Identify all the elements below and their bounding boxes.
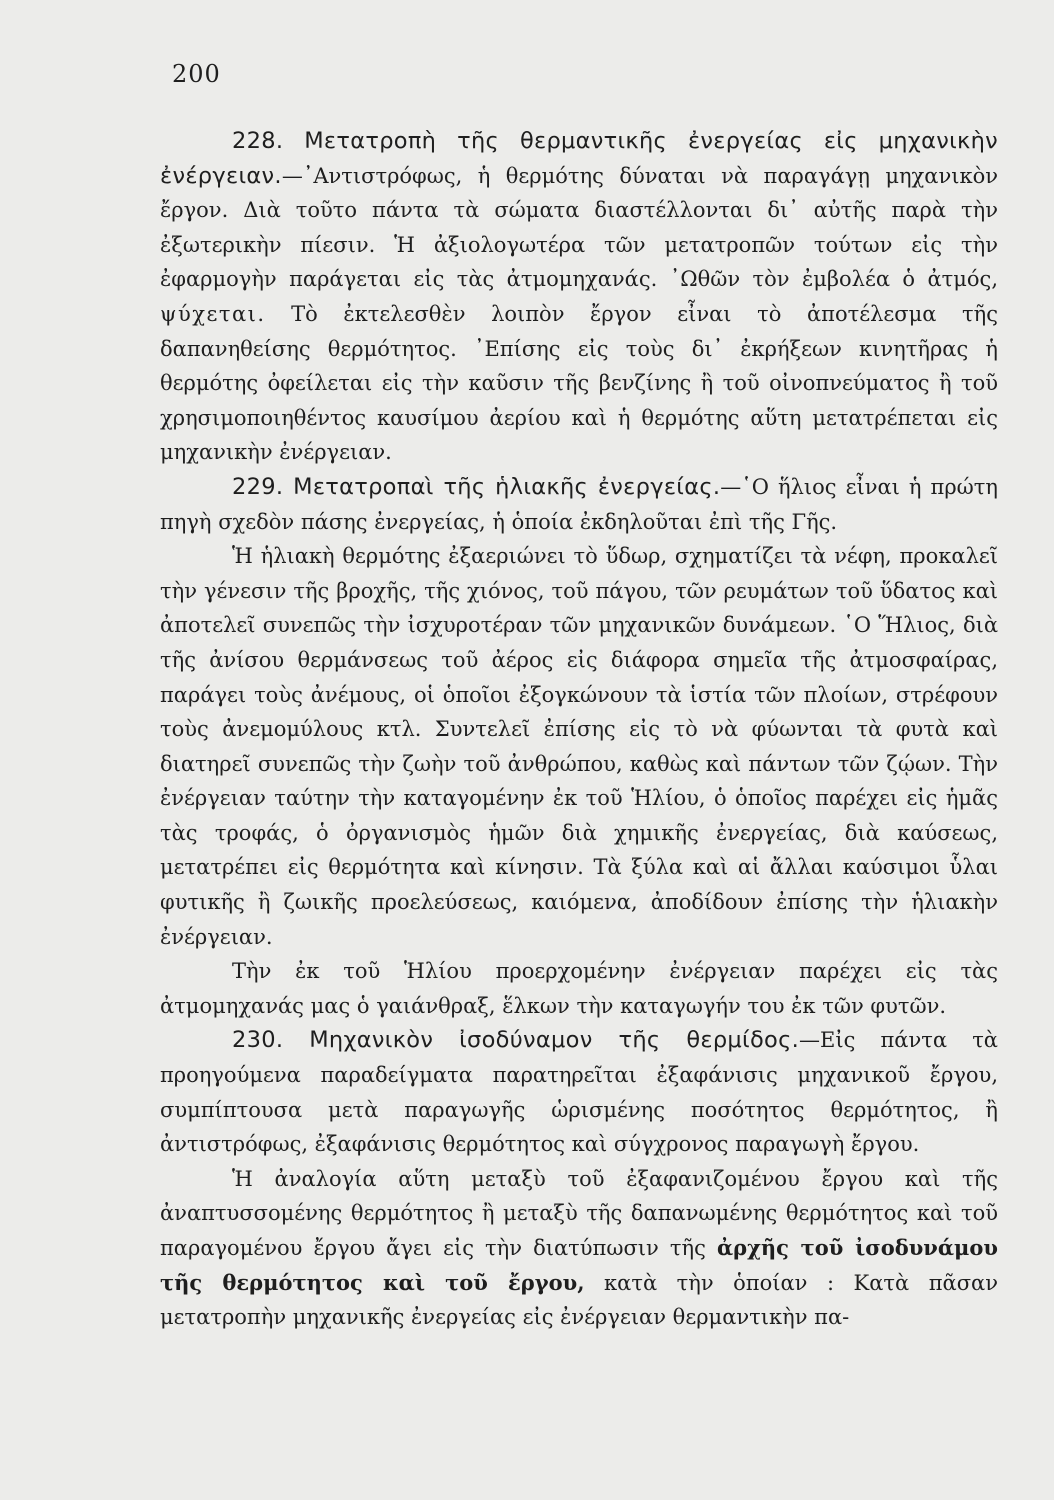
- section-228-text-start: —᾿Αντιστρόφως, ἡ θερμότης δύναται νὰ παραγάγῃ μηχανικὸν ἔργον. Διὰ τοῦτο πάντα τὰ σώματα διαστέλλονται δι᾿ αὐτῆς παρὰ τὴν ἐξωτερικὴν πίεσιν. Ἡ ἀξιολογωτέρα τῶν μετατροπῶν τούτων εἰς τὴν ἐφαρμογὴν παράγεται εἰς τὰς ἀτμομηχανάς. ᾿Ωθῶν τὸν ἐμβολέα ὁ ἀτμός,: [160, 163, 998, 292]
- section-230-text: —Εἰς πάντα τὰ προηγούμενα παραδείγματα παρατηρεῖται ἐξαφάνισις μηχανικοῦ ἔργου, συμπίπτουσα μετὰ παραγωγῆς ὡρισμένης ποσότητος θερμότητος, ἢ ἀντιστρόφως, ἐξαφάνισις θερμότητος καὶ σύγχρονος παραγωγὴ ἔργου.: [160, 1028, 998, 1157]
- section-229-paragraph-1: [160, 470, 998, 539]
- section-229-paragraph-2: Ἡ ἡλιακὴ θερμότης ἐξαεριώνει τὸ ὕδωρ, σχηματίζει τὰ νέφη, προκαλεῖ τὴν γένεσιν τῆς βροχῆς, τῆς χιόνος, τοῦ πάγου, τῶν ρευμάτων τοῦ ὕδατος καὶ ἀποτελεῖ συνεπῶς τὴν ἰσχυροτέραν τῶν μηχανικῶν δυνάμεων. ῾Ο Ἥλιος, διὰ τῆς ἀνίσου θερμάνσεως τοῦ ἀέρος εἰς διάφορα σημεῖα τῆς ἀτμοσφαίρας, παράγει τοὺς ἀνέμους, οἱ ὁποῖοι ἐξογκώνουν τὰ ἱστία τῶν πλοίων, στρέφουν τοὺς ἀνεμομύλους κτλ. Συντελεῖ ἐπίσης εἰς τὸ νὰ φύωνται τὰ φυτὰ καὶ διατηρεῖ συνεπῶς τὴν ζωὴν τοῦ ἀνθρώπου, καθὼς καὶ πάντων τῶν ζῴων. Τὴν ἐνέργειαν ταύτην τὴν καταγομένην ἐκ τοῦ Ἡλίου, ὁ ὁποῖος παρέχει εἰς ἡμᾶς τὰς τροφάς, ὁ ὀργανισμὸς ἡμῶν διὰ χημικῆς ἐνεργείας, διὰ καύσεως, μετατρέπει εἰς θερμότητα καὶ κίνησιν. Τὰ ξύλα καὶ αἱ ἄλλαι καύσιμοι ὗλαι φυτικῆς ἢ ζωικῆς προελεύσεως, καιόμενα, ἀποδίδουν ἐπίσης τὴν ἡλιακὴν ἐνέργειαν.: [160, 544, 998, 949]
- section-228-heading: 228. Μετατροπὴ τῆς θερμαντικῆς ἐνεργείας εἰς μηχανικὴν ἐνέργειαν.: [160, 128, 998, 189]
- section-229-paragraph-3: Τὴν ἐκ τοῦ Ἡλίου προερχομένην ἐνέργειαν παρέχει εἰς τὰς ἀτμομηχανάς μας ὁ γαιάνθραξ, ἕλκων τὴν καταγωγήν του ἐκ τῶν φυτῶν.: [160, 959, 998, 1018]
- section-230-text-end: κατὰ τὴν ὁποίαν : Κατὰ πᾶσαν μετατροπὴν μηχανικῆς ἐνεργείας εἰς ἐνέργειαν θερμαντικὴν πα-: [160, 1270, 998, 1330]
- section-230-paragraph-1: [160, 1023, 998, 1161]
- section-230-paragraph-2: [160, 1162, 998, 1335]
- section-228-text-end: Τὸ ἐκτελεσθὲν λοιπὸν ἔργον εἶναι τὸ ἀποτέλεσμα τῆς δαπανηθείσης θερμότητος. ᾿Επίσης εἰς τοὺς δι᾿ ἐκρήξεων κινητῆρας ἡ θερμότης ὀφείλεται εἰς τὴν καῦσιν τῆς βενζίνης ἢ τοῦ οἰνοπνεύματος ἢ τοῦ χρησιμοποιηθέντος καυσίμου ἀερίου καὶ ἡ θερμότης αὕτη μετατρέπεται εἰς μηχανικὴν ἐνέργειαν.: [160, 301, 998, 465]
- body-text: [160, 124, 998, 1335]
- section-229-text: —῾Ο ἥλιος εἶναι ἡ πρώτη πηγὴ σχεδὸν πάσης ἐνεργείας, ἡ ὁποία ἐκδηλοῦται ἐπὶ τῆς Γῆς.: [160, 474, 998, 534]
- page-number: 200: [172, 60, 221, 88]
- section-230-heading: 230. Μηχανικὸν ἰσοδύναμον τῆς θερμίδος.: [232, 1027, 800, 1054]
- principle-of-equivalence: ἀρχῆς τοῦ ἰσοδυνάμου τῆς θερμότητος καὶ τοῦ ἔργου,: [160, 1235, 998, 1295]
- section-228-emphasis: ψύχεται.: [160, 301, 266, 326]
- section-230-text-start: Ἡ ἀναλογία αὕτη μεταξὺ τοῦ ἐξαφανιζομένου ἔργου καὶ τῆς ἀναπτυσσομένης θερμότητος ἢ μεταξὺ τῆς δαπανωμένης θερμότητος καὶ τοῦ παραγομένου ἔργου ἄγει εἰς τὴν διατύπωσιν τῆς: [160, 1166, 998, 1260]
- section-229-heading: 229. Μετατροπαὶ τῆς ἡλιακῆς ἐνεργείας.: [232, 473, 721, 500]
- section-228-paragraph-1: [160, 124, 998, 470]
